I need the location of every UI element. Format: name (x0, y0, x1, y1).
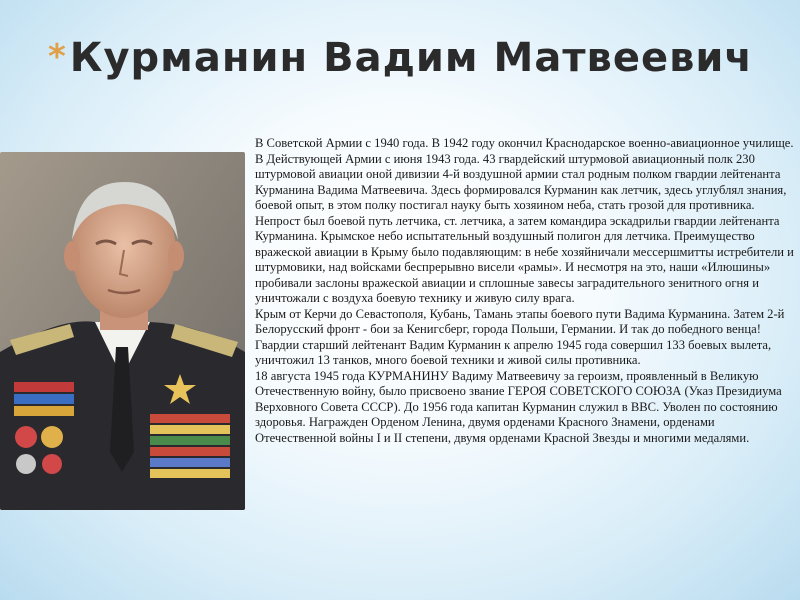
asterisk-bullet-icon: * (48, 37, 66, 77)
slide-title: Курманин Вадим Матвеевич (69, 35, 753, 81)
bio-paragraph: 18 августа 1945 года КУРМАНИНУ Вадиму Матвеевичу за героизм, проявленный в Великую Отечественную войну, было присвоено звание ГЕРОЯ СОВЕТСКОГО СОЮЗА (Указ Президиума Верховного Совета СССР). До 1956 года капитан Курманин служил в ВВС. Уволен по состоянию здоровья. Награжден Орденом Ленина, двумя орденами Красного Знамени, орденами Отечественной войны I и II степени, двумя орденами Красной Звезды и многими медалями. (255, 368, 782, 445)
title-row (48, 36, 753, 80)
bio-paragraph: Крым от Керчи до Севастополя, Кубань, Тамань этапы боевого пути Вадима Курманина. Затем 2-й Белорусский фронт - бои за Кенигсберг, города Польши, Германии. И так до победного венца! Гвардии старший лейтенант Вадим Курманин к апрелю 1945 года совершил 133 боевых вылета, уничтожил 13 танков, много боевой техники и живой силы противника. (255, 306, 785, 367)
biography-text (255, 136, 795, 446)
bio-paragraph: В Советской Армии с 1940 года. В 1942 году окончил Краснодарское военно-авиационное училище. В Действующей Армии с июня 1943 года. 43 гвардейский штурмовой авиационный полк 230 штурмовой авиации оной дивизии 4-й воздушной армии стал родным полком гвардии лейтенанта Курманина Вадима Матвеевича. Здесь формировался Курманин как летчик, здесь углублял знания, боевой опыт, в этом полку постигал науку быть хозяином неба, стать грозой для противника. Непрост был боевой путь летчика, ст. летчика, а затем командира эскадрильи гвардии лейтенанта Курманина. Крымское небо испытательный воздушный полигон для летчика. Преимущество вражеской авиации в Крыму было подавляющим: в небе хозяйничали мессершмитты истребители и штурмовики, над войсками беспрерывно висели «рамы». И несмотря на это, наши «Илюшины» пробивали заслоны вражеской авиации и сплошные завесы заградительного зенитного огня и уничтожали с воздуха боевую технику и живую силу врага. (255, 136, 794, 305)
portrait-photo (0, 152, 245, 510)
